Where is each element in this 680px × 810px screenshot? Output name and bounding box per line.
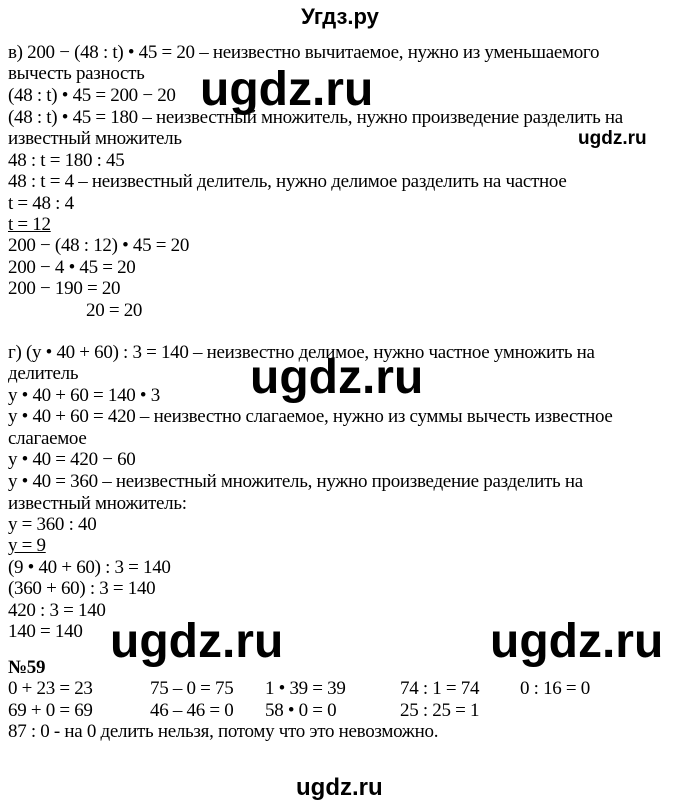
watermark: ugdz.ru xyxy=(110,615,284,668)
part-g-line: г) (y • 40 + 60) : 3 = 140 – неизвестно делимое, нужно частное умножить на xyxy=(8,342,595,363)
part-v-line: t = 12 xyxy=(8,214,51,235)
part-g-line: слагаемое xyxy=(8,428,87,449)
equation: 75 – 0 = 75 xyxy=(150,678,234,699)
note-line: 87 : 0 - на 0 делить нельзя, потому что это невозможно. xyxy=(8,721,439,742)
part-g-line: y • 40 = 360 – неизвестный множитель, нужно произведение разделить на xyxy=(8,471,583,492)
part-g-line: y • 40 = 420 − 60 xyxy=(8,449,136,470)
site-title: Угдз.ру xyxy=(301,4,379,29)
part-g-line: (360 + 60) : 3 = 140 xyxy=(8,578,156,599)
part-g-line: y • 40 + 60 = 420 – неизвестно слагаемое, нужно из суммы вычесть известное xyxy=(8,406,613,427)
part-v-line: (48 : t) • 45 = 200 − 20 xyxy=(8,85,176,106)
watermark: ugdz.ru xyxy=(578,128,647,149)
part-g-line: y = 9 xyxy=(8,535,46,556)
part-v-line: 48 : t = 180 : 45 xyxy=(8,150,125,171)
part-g-line: 420 : 3 = 140 xyxy=(8,600,106,621)
watermark: ugdz.ru xyxy=(200,63,374,116)
equation: 58 • 0 = 0 xyxy=(265,700,337,721)
part-v-line: (48 : t) • 45 = 180 – неизвестный множитель, нужно произведение разделить на xyxy=(8,107,623,128)
part-v-line: 20 = 20 xyxy=(86,300,143,321)
part-g-line: y • 40 + 60 = 140 • 3 xyxy=(8,385,160,406)
part-g-line: делитель xyxy=(8,363,79,384)
equation: 1 • 39 = 39 xyxy=(265,678,346,699)
part-v-line: 200 − 190 = 20 xyxy=(8,278,121,299)
equation: 46 – 46 = 0 xyxy=(150,700,234,721)
part-g-line: (9 • 40 + 60) : 3 = 140 xyxy=(8,557,171,578)
watermark: ugdz.ru xyxy=(490,615,664,668)
part-g-line: известный множитель: xyxy=(8,493,187,514)
task-number: №59 xyxy=(8,657,46,678)
part-v-line: 48 : t = 4 – неизвестный делитель, нужно делимое разделить на частное xyxy=(8,171,567,192)
part-v-line: вычесть разность xyxy=(8,63,145,84)
part-g-line: y = 360 : 40 xyxy=(8,514,97,535)
equation: 0 : 16 = 0 xyxy=(520,678,590,699)
part-v-line: в) 200 − (48 : t) • 45 = 20 – неизвестно вычитаемое, нужно из уменьшаемого xyxy=(8,42,600,63)
part-g-line: 140 = 140 xyxy=(8,621,83,642)
part-v-line: 200 − 4 • 45 = 20 xyxy=(8,257,136,278)
equation: 74 : 1 = 74 xyxy=(400,678,480,699)
watermark: ugdz.ru xyxy=(250,351,424,404)
equation: 25 : 25 = 1 xyxy=(400,700,480,721)
part-v-line: 200 − (48 : 12) • 45 = 20 xyxy=(8,235,190,256)
watermark: ugdz.ru xyxy=(296,774,383,801)
equation: 69 + 0 = 69 xyxy=(8,700,93,721)
part-v-line: известный множитель xyxy=(8,128,182,149)
equation: 0 + 23 = 23 xyxy=(8,678,93,699)
part-v-line: t = 48 : 4 xyxy=(8,193,74,214)
